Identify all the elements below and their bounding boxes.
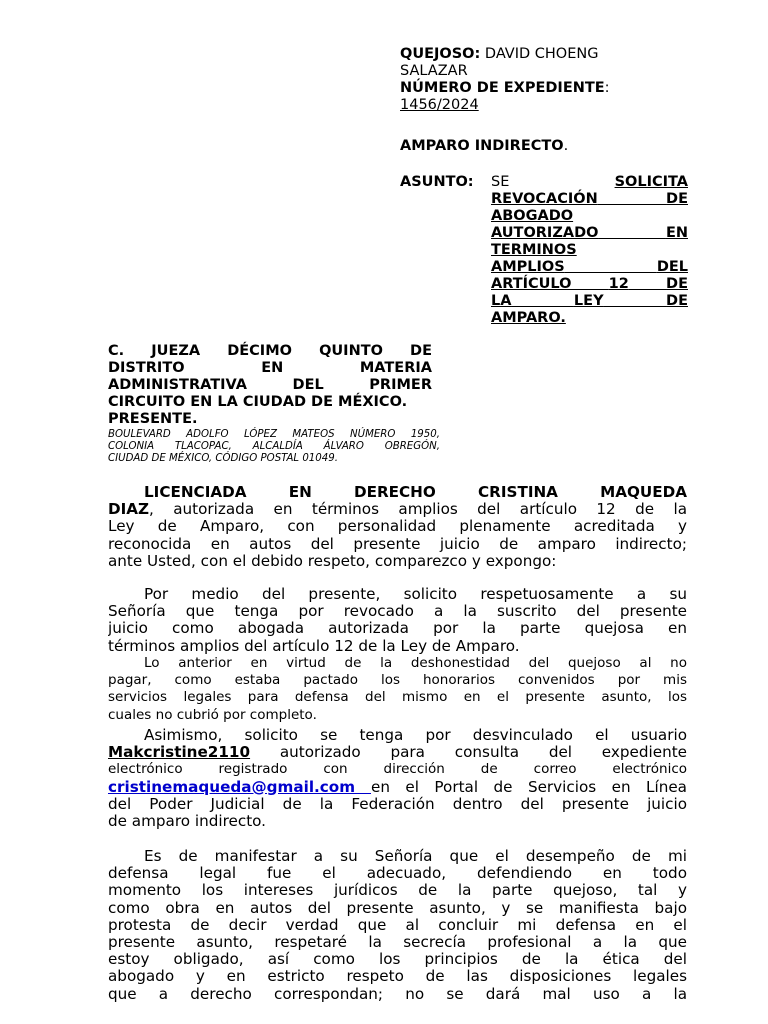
addressee-line: PRESENTE.: [108, 411, 198, 427]
body-line: protesta de decir verdad que al concluir mi defensa en el: [108, 916, 687, 934]
addressee-line: CIRCUITO EN LA CIUDAD DE MÉXICO.: [108, 394, 408, 410]
body-line: términos amplios del artículo 12 de la Ley de Amparo.: [108, 637, 520, 655]
body-line: del Poder Judicial de la Federación dentro del presente juicio: [108, 795, 687, 813]
asunto-line: [491, 242, 688, 259]
asunto-line: [491, 191, 688, 208]
body-line: momento los intereses jurídicos de la parte quejoso, tal y: [108, 882, 687, 900]
body-line: Ley de Amparo, con personalidad plenamente acreditada y: [108, 518, 687, 536]
body-line: de amparo indirecto.: [108, 813, 267, 831]
body-line: Asimismo, solicito se tenga por desvinculado el usuario: [144, 727, 687, 744]
expediente-line: [400, 80, 690, 97]
paragraph-user: [108, 727, 687, 830]
body-text: , autorizada en términos amplios del artículo 12 de la: [149, 501, 687, 519]
asunto-word: SOLICITA: [614, 174, 688, 190]
body-line: Es de manifestar a su Señoría que el desempeño de mi: [144, 848, 687, 865]
asunto-line: [491, 174, 688, 191]
asunto-word: AMPLIOS: [491, 259, 565, 275]
body-line: pagar, como estaba pactado los honorarios convenidos por mis: [108, 672, 687, 689]
body-line: juicio como abogada autorizada por la parte quejosa en: [108, 620, 687, 638]
body-line: reconocida en autos del presente juicio de amparo indirecto;: [108, 535, 687, 553]
body-line: que a derecho correspondan; no se dará mal uso a la: [108, 985, 687, 1003]
asunto-word: ARTÍCULO: [491, 276, 572, 292]
asunto-line: [491, 208, 688, 225]
asunto-line: [491, 225, 688, 242]
expediente-label: NÚMERO DE EXPEDIENTE: [400, 80, 605, 96]
expediente-colon: :: [604, 80, 610, 96]
body-line: Señoría que tenga por revocado a la suscrito del presente: [108, 603, 687, 621]
email-link[interactable]: cristinemaqueda@gmail.com: [108, 778, 371, 796]
paragraph-intro: [108, 484, 687, 570]
paragraph-reason: [108, 655, 687, 724]
body-line: electrónico registrado con dirección de correo electrónico: [108, 761, 687, 778]
body-text: autorizado para consulta del expediente: [250, 744, 687, 762]
paragraph-request: [108, 586, 687, 655]
body-line: defensa legal fue el adecuado, defendiendo en todo: [108, 865, 687, 883]
asunto-word: LEY: [573, 293, 604, 309]
body-line: Lo anterior en virtud de la deshonestidad del quejoso al no: [144, 655, 687, 671]
expediente-number: 1456/2024: [400, 97, 479, 113]
court-address: [108, 429, 440, 465]
body-line: [108, 501, 687, 518]
asunto-word: EN: [665, 225, 688, 241]
body-line: LICENCIADA EN DERECHO CRISTINA MAQUEDA: [144, 484, 687, 501]
tipo-juicio-bold: AMPARO INDIRECTO: [400, 138, 564, 154]
quejoso-name-2: SALAZAR: [400, 63, 468, 79]
body-line: [108, 779, 687, 796]
body-line: servicios legales para defensa del mismo en el presente asunto, los: [108, 689, 687, 706]
asunto-text: [491, 174, 688, 327]
body-line: ante Usted, con el debido respeto, comparezco y expongo:: [108, 552, 557, 570]
asunto-word: AUTORIZADO: [491, 225, 599, 241]
asunto-word: DE: [666, 191, 688, 207]
asunto-line: [491, 310, 688, 327]
username: Makcristine2110: [108, 744, 251, 762]
asunto-line: [491, 276, 688, 293]
case-header: [400, 46, 690, 114]
body-line: Por medio del presente, solicito respetuosamente a su: [144, 586, 687, 603]
asunto-label: ASUNTO:: [400, 174, 474, 190]
quejoso-label: QUEJOSO:: [400, 46, 481, 62]
asunto-word: SE: [491, 174, 510, 190]
asunto-word: TERMINOS: [491, 242, 577, 258]
body-line: [108, 744, 687, 761]
asunto-word: DE: [666, 293, 688, 309]
addressee-line: C. JUEZA DÉCIMO QUINTO DE: [108, 343, 432, 359]
asunto-word: 12: [608, 276, 629, 292]
tipo-juicio-dot: .: [563, 138, 569, 154]
body-text: en el Portal de Servicios en Línea: [370, 778, 687, 796]
promovente-surname: DIAZ: [108, 501, 150, 519]
address-line: CIUDAD DE MÉXICO, CÓDIGO POSTAL 01049.: [108, 453, 338, 464]
body-line: como obra en autos del presente asunto, y se manifiesta bajo: [108, 899, 687, 917]
asunto-word: AMPARO.: [491, 310, 566, 326]
addressee-block: [108, 343, 432, 428]
tipo-juicio: [400, 138, 568, 155]
asunto-word: LA: [491, 293, 512, 309]
paragraph-statement: [108, 848, 687, 1003]
asunto-line: [491, 293, 688, 310]
addressee-line: ADMINISTRATIVA DEL PRIMER: [108, 377, 432, 393]
body-line: cuales no cubrió por completo.: [108, 706, 317, 723]
quejoso-name-1: DAVID CHOENG: [484, 46, 599, 62]
asunto-word: ABOGADO: [491, 208, 574, 224]
asunto-word: REVOCACIÓN: [491, 191, 598, 207]
asunto-word: DE: [666, 276, 688, 292]
quejoso-line: [400, 46, 690, 63]
address-line: BOULEVARD ADOLFO LÓPEZ MATEOS NÚMERO 1950,: [108, 429, 440, 440]
body-line: abogado y en estricto respeto de las disposiciones legales: [108, 968, 687, 986]
address-line: COLONIA TLACOPAC, ALCALDÍA ÁLVARO OBREGÓN,: [108, 441, 440, 452]
body-line: estoy obligado, así como los principios de la ética del: [108, 951, 687, 969]
body-line: presente asunto, respetaré la secrecía profesional a la que: [108, 934, 687, 952]
asunto-line: [491, 259, 688, 276]
addressee-line: DISTRITO EN MATERIA: [108, 360, 432, 376]
asunto-word: DEL: [656, 259, 688, 275]
